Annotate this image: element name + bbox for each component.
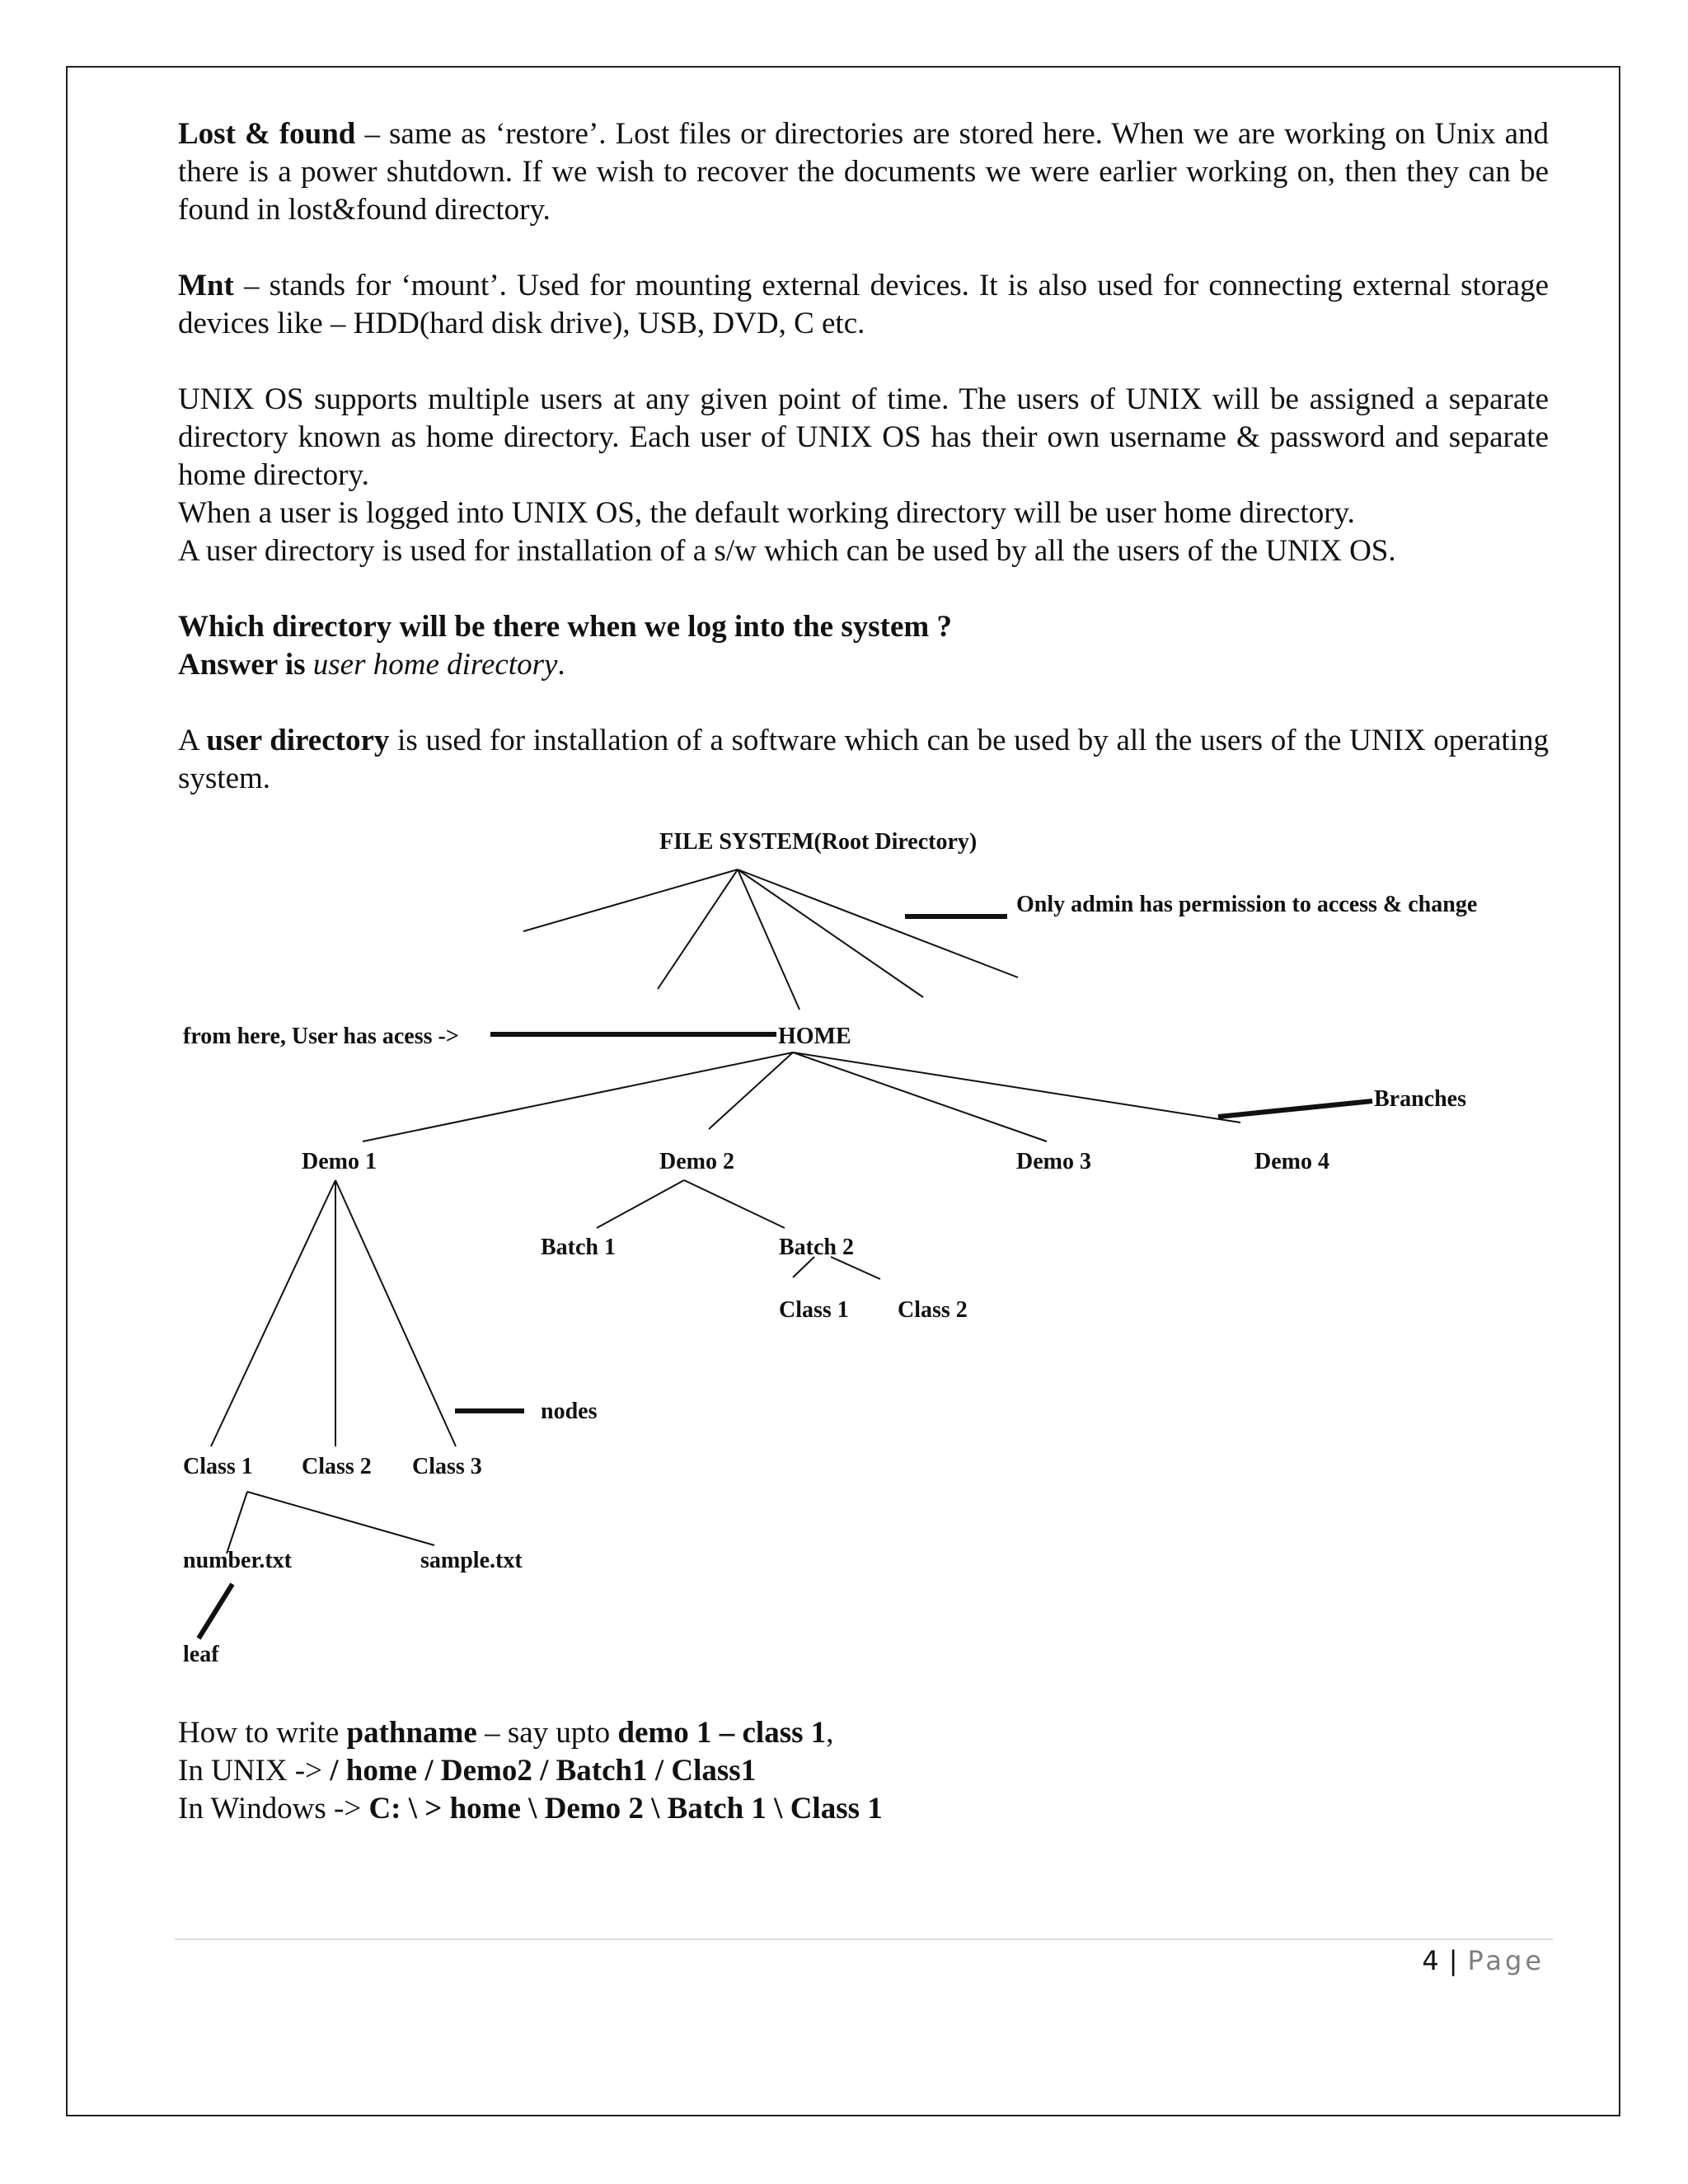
- home-edge-demo3: [793, 1052, 1047, 1141]
- answer-prefix: Answer is: [178, 648, 313, 682]
- windows-path-value: C: \ > home \ Demo 2 \ Batch 1 \ Class 1: [368, 1792, 883, 1825]
- question-bold: Which directory will be there when we log into the system ?: [178, 610, 952, 644]
- user-dir-prefix: A: [178, 724, 207, 757]
- answer-value: user home directory: [312, 648, 558, 682]
- demo1-label: Demo 1: [302, 1149, 377, 1174]
- demo1-edge-class3: [335, 1180, 456, 1446]
- page-footer: [1422, 1945, 1545, 1976]
- page-separator: |: [1448, 1945, 1461, 1976]
- question-text: [178, 608, 1549, 646]
- number-txt-label: number.txt: [183, 1548, 292, 1573]
- file-system-tree-diagram: [165, 816, 1566, 1690]
- page-number: 4: [1422, 1945, 1442, 1976]
- home-label: HOME: [778, 1024, 851, 1049]
- pathname-intro-term: pathname: [346, 1716, 477, 1750]
- paragraph-user-directory: [178, 722, 1549, 798]
- demo1-edge-class1: [211, 1180, 335, 1446]
- root-label: FILE SYSTEM(Root Directory): [659, 829, 978, 855]
- class1-edge-number: [227, 1492, 247, 1554]
- root-edge-1: [523, 869, 738, 931]
- user-access-label: from here, User has acess ->: [183, 1024, 459, 1049]
- home-edge-demo4: [793, 1052, 1240, 1122]
- pathname-intro-a: How to write: [178, 1716, 347, 1750]
- batch2-class1-label: Class 1: [779, 1297, 849, 1323]
- home-edge-demo1: [363, 1052, 793, 1141]
- class1-edge-sample: [247, 1492, 434, 1545]
- mnt-text: – stands for ‘mount’. Used for mounting external devices. It is also used for connecting external storage devices like – HDD(hard disk drive), USB, DVD, C etc.: [178, 269, 1549, 340]
- answer-text: [178, 646, 1549, 684]
- leaf-label: leaf: [183, 1642, 219, 1667]
- batch2-class2-label: Class 2: [898, 1297, 968, 1323]
- branches-label: Branches: [1374, 1086, 1466, 1112]
- pathname-intro-target: demo 1 – class 1: [617, 1716, 827, 1750]
- paragraph-users-2: When a user is logged into UNIX OS, the default working directory will be user home directory.: [178, 496, 1355, 530]
- pathname-intro-e: ,: [826, 1716, 834, 1750]
- demo1-class3-label: Class 3: [412, 1454, 482, 1479]
- batch2-edge-class2: [831, 1257, 880, 1279]
- leaf-pointer: [199, 1584, 232, 1638]
- answer-suffix: .: [557, 648, 565, 682]
- nodes-label: nodes: [541, 1399, 598, 1424]
- windows-path-label: In Windows ->: [178, 1792, 369, 1825]
- branches-pointer: [1218, 1101, 1372, 1117]
- batch1-label: Batch 1: [541, 1235, 616, 1260]
- document-body: [178, 115, 1549, 836]
- paragraph-lost-found: [178, 115, 1549, 229]
- unix-path-line: [178, 1752, 1549, 1790]
- home-edge-demo2: [709, 1052, 793, 1129]
- admin-note-label: Only admin has permission to access & change: [1016, 892, 1478, 917]
- demo2-edge-batch1: [597, 1180, 684, 1228]
- batch2-label: Batch 2: [779, 1235, 854, 1260]
- demo3-label: Demo 3: [1016, 1149, 1091, 1174]
- demo2-edge-batch2: [684, 1180, 785, 1228]
- root-edge-2: [658, 869, 738, 989]
- page-word: Page: [1467, 1945, 1545, 1976]
- paragraph-users-3: A user directory is used for installation of a s/w which can be used by all the users of the UNIX OS.: [178, 534, 1396, 568]
- term-mnt: Mnt: [178, 269, 234, 302]
- footer-rule: [175, 1938, 1553, 1940]
- paragraph-mnt: [178, 267, 1549, 343]
- unix-path-label: In UNIX ->: [178, 1754, 331, 1788]
- term-user-directory: user directory: [206, 724, 390, 757]
- unix-path-value: / home / Demo2 / Batch1 / Class1: [330, 1754, 757, 1788]
- term-lost-found: Lost & found: [178, 117, 356, 151]
- lost-found-text: – same as ‘restore’. Lost files or directories are stored here. When we are working on Unix and there is a power shutdown. If we wish to recover the documents we were earlier working on, then they can be found in lost&found directory.: [178, 117, 1549, 227]
- demo4-label: Demo 4: [1254, 1149, 1329, 1174]
- pathname-intro-c: – say upto: [476, 1716, 618, 1750]
- root-edge-4: [738, 869, 1018, 977]
- demo1-class1-label: Class 1: [183, 1454, 253, 1479]
- user-dir-text: is used for installation of a software which can be used by all the users of the UNIX operating system.: [178, 724, 1549, 795]
- windows-path-line: [178, 1790, 1549, 1828]
- demo2-label: Demo 2: [659, 1149, 734, 1174]
- paragraph-users-1: UNIX OS supports multiple users at any given point of time. The users of UNIX will be assigned a separate directory known as home directory. Each user of UNIX OS has their own username & password and separate home directory.: [178, 382, 1549, 492]
- pathname-intro: [178, 1714, 1549, 1752]
- sample-txt-label: sample.txt: [420, 1548, 523, 1573]
- demo1-class2-label: Class 2: [302, 1454, 372, 1479]
- pathname-section: [178, 1714, 1549, 1828]
